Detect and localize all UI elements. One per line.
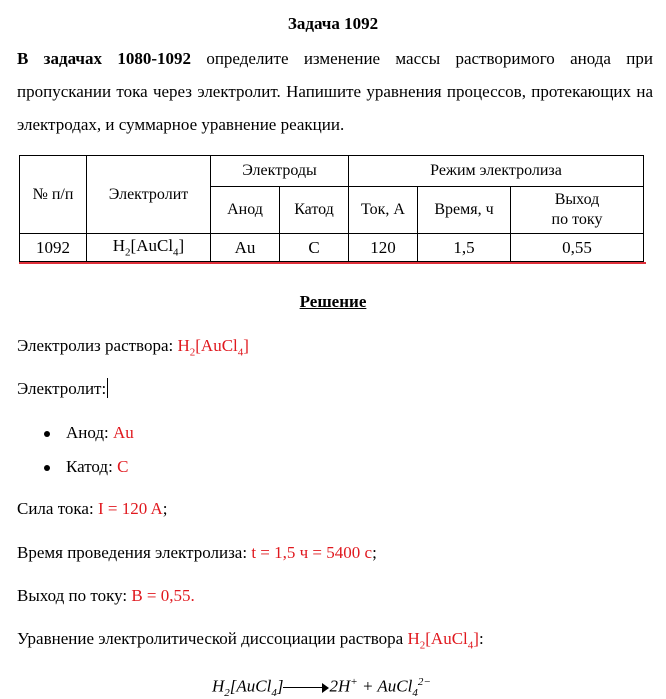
time-line: Время проведения электролиза: t = 1,5 ч = 5400 с; — [17, 543, 377, 562]
dissociation-line: Уравнение электролитической диссоциации раствора $H_2[AuCl_4]$: — [17, 629, 484, 652]
header-current: Ток, А — [349, 187, 418, 234]
header-num: № п/п — [20, 156, 87, 234]
anode-line: Анод: Au — [66, 423, 134, 442]
task-text: определите изменение массы растворимого анода при пропускании тока через электролит. Напишите уравнения процессов, протекающих на электродах, и суммарное уравнение реакции. — [17, 49, 653, 134]
electrolyte-line: Электролит: — [17, 379, 107, 398]
cell-electrolyte: $H_2[AuCl_4]$ — [87, 234, 211, 262]
cell-anode: Au — [211, 234, 280, 262]
header-yield-2: по току — [551, 211, 603, 228]
task-title: Задача 1092 — [287, 14, 379, 33]
cell-cathode: C — [280, 234, 349, 262]
text-cursor — [107, 378, 108, 398]
cell-num: 1092 — [20, 234, 87, 262]
header-anode: Анод — [211, 187, 280, 234]
yield-line: Выход по току: B = 0,55. — [17, 586, 195, 605]
task-statement — [17, 42, 653, 141]
highlight-underline — [19, 262, 646, 264]
header-yield-1: Выход — [554, 191, 600, 208]
task-table — [19, 155, 644, 262]
header-time: Время, ч — [418, 187, 511, 234]
cell-yield: 0,55 — [511, 234, 644, 262]
bullet-icon — [44, 431, 50, 437]
dissociation-equation: $H_2[AuCl_4] 2H^+$ + AuCl$_4^{2-}$ — [212, 676, 431, 699]
electrolysis-line: Электролиз раствора: $H_2[AuCl_4]$ — [17, 336, 249, 359]
arrow-icon — [283, 683, 329, 693]
header-cathode: Катод — [280, 187, 349, 234]
header-electrodes: Электроды — [211, 156, 349, 187]
task-range: В задачах 1080-1092 — [17, 49, 191, 68]
current-line: Сила тока: I = 120 A; — [17, 499, 168, 518]
header-mode: Режим электролиза — [349, 156, 644, 187]
cell-current: 120 — [349, 234, 418, 262]
header-yield — [511, 187, 644, 234]
header-electrolyte: Электролит — [87, 156, 211, 234]
cell-time: 1,5 — [418, 234, 511, 262]
cathode-line: Катод: C — [66, 457, 129, 476]
dissociation-formula: $H_2[AuCl_4]$ — [407, 629, 479, 652]
electrolysis-formula: $H_2[AuCl_4]$ — [177, 336, 249, 359]
bullet-icon — [44, 465, 50, 471]
solution-heading: Решение — [299, 292, 367, 311]
